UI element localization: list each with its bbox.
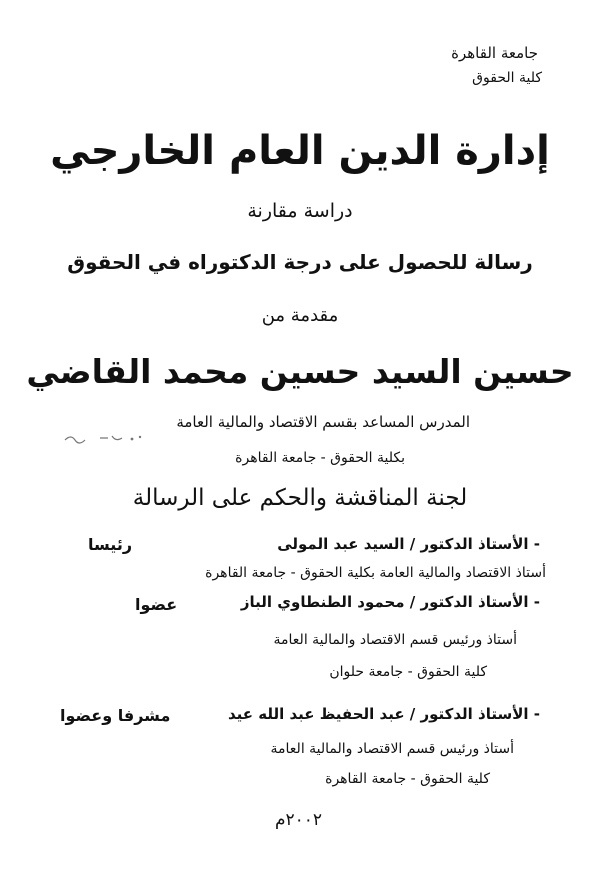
committee-member-3-affiliation: أستاذ ورئيس قسم الاقتصاد والمالية العامة xyxy=(270,741,514,757)
committee-member-3-name: - الأستاذ الدكتور / عبد الحفيظ عبد الله عيد xyxy=(228,705,540,723)
committee-member-2-affiliation: أستاذ ورئيس قسم الاقتصاد والمالية العامة xyxy=(273,632,517,648)
pen-marks-decoration xyxy=(60,428,150,448)
author-name: حسين السيد حسين محمد القاضي xyxy=(26,352,574,391)
thesis-subtitle: دراسة مقارنة xyxy=(247,200,353,222)
thesis-year: ٢٠٠٢م xyxy=(274,810,322,830)
university-name: جامعة القاهرة xyxy=(451,44,538,62)
committee-member-1-name: - الأستاذ الدكتور / السيد عبد المولى xyxy=(277,535,540,553)
thesis-purpose: رسالة للحصول على درجة الدكتوراه في الحقوق xyxy=(67,250,533,274)
committee-member-1-role: رئيسا xyxy=(88,535,133,554)
author-faculty: بكلية الحقوق - جامعة القاهرة xyxy=(235,450,405,466)
author-position: المدرس المساعد بقسم الاقتصاد والمالية العامة xyxy=(176,413,470,431)
presented-by: مقدمة من xyxy=(261,305,339,326)
committee-member-1-affiliation: أستاذ الاقتصاد والمالية العامة بكلية الحقوق - جامعة القاهرة xyxy=(205,565,546,581)
faculty-name: كلية الحقوق xyxy=(472,70,542,86)
committee-heading: لجنة المناقشة والحكم على الرسالة xyxy=(132,485,468,511)
thesis-title: إدارة الدين العام الخارجي xyxy=(50,128,550,174)
committee-member-2-faculty: كلية الحقوق - جامعة حلوان xyxy=(329,664,487,680)
committee-member-2-name: - الأستاذ الدكتور / محمود الطنطاوي الباز xyxy=(240,593,540,611)
committee-member-3-role: مشرفا وعضوا xyxy=(60,706,171,725)
committee-member-3-faculty: كلية الحقوق - جامعة القاهرة xyxy=(325,771,490,787)
committee-member-2-role: عضوا xyxy=(135,595,178,614)
